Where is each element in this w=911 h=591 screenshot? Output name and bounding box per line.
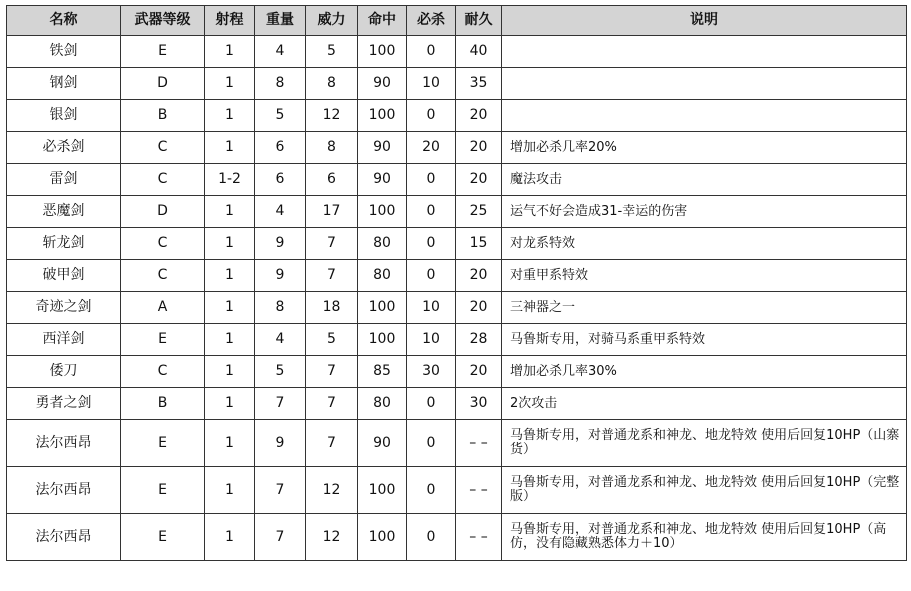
cell-weapon-rank: D [121,68,205,100]
cell-might: 17 [306,196,358,228]
cell-description [502,68,907,100]
cell-name: 西洋剑 [7,324,121,356]
header-description: 说明 [502,6,907,36]
table-row [7,196,907,228]
header-durability: 耐久 [456,6,502,36]
table-row [7,36,907,68]
cell-hit: 90 [358,68,407,100]
cell-range: 1 [205,260,255,292]
cell-name: 破甲剑 [7,260,121,292]
cell-description: 增加必杀几率20% [502,132,907,164]
cell-name: 铁剑 [7,36,121,68]
table-row [7,356,907,388]
cell-range: 1 [205,514,255,561]
cell-weapon-rank: B [121,100,205,132]
table-row [7,100,907,132]
cell-hit: 100 [358,196,407,228]
cell-description: 马鲁斯专用，对骑马系重甲系特效 [502,324,907,356]
cell-hit: 100 [358,514,407,561]
cell-name: 雷剑 [7,164,121,196]
cell-durability: – – [456,514,502,561]
cell-crit: 10 [407,68,456,100]
cell-weight: 4 [255,196,306,228]
cell-weight: 8 [255,68,306,100]
cell-might: 12 [306,514,358,561]
cell-might: 6 [306,164,358,196]
table-row [7,388,907,420]
cell-name: 倭刀 [7,356,121,388]
cell-might: 12 [306,467,358,514]
cell-crit: 0 [407,164,456,196]
cell-crit: 10 [407,324,456,356]
cell-crit: 0 [407,420,456,467]
cell-might: 7 [306,388,358,420]
cell-crit: 0 [407,260,456,292]
cell-description: 增加必杀几率30% [502,356,907,388]
cell-name: 银剑 [7,100,121,132]
cell-durability: 20 [456,132,502,164]
cell-range: 1 [205,467,255,514]
cell-might: 18 [306,292,358,324]
cell-crit: 10 [407,292,456,324]
cell-crit: 20 [407,132,456,164]
table-row [7,260,907,292]
cell-hit: 100 [358,292,407,324]
header-might: 威力 [306,6,358,36]
cell-range: 1-2 [205,164,255,196]
cell-crit: 0 [407,228,456,260]
header-range: 射程 [205,6,255,36]
cell-hit: 90 [358,420,407,467]
cell-weapon-rank: C [121,228,205,260]
cell-might: 7 [306,228,358,260]
cell-might: 8 [306,68,358,100]
cell-range: 1 [205,356,255,388]
cell-description: 马鲁斯专用，对普通龙系和神龙、地龙特效 使用后回复10HP（高仿，没有隐藏熟悉体力＋10） [502,514,907,561]
cell-might: 12 [306,100,358,132]
cell-weight: 6 [255,132,306,164]
cell-hit: 100 [358,36,407,68]
cell-hit: 85 [358,356,407,388]
table-row [7,292,907,324]
cell-crit: 0 [407,514,456,561]
cell-name: 必杀剑 [7,132,121,164]
header-hit: 命中 [358,6,407,36]
header-weight: 重量 [255,6,306,36]
table-row [7,324,907,356]
cell-range: 1 [205,36,255,68]
cell-weight: 9 [255,420,306,467]
cell-range: 1 [205,292,255,324]
cell-might: 7 [306,356,358,388]
cell-description: 马鲁斯专用，对普通龙系和神龙、地龙特效 使用后回复10HP（山寨货） [502,420,907,467]
cell-crit: 30 [407,356,456,388]
cell-durability: 20 [456,100,502,132]
cell-crit: 0 [407,388,456,420]
cell-weight: 5 [255,356,306,388]
cell-durability: 20 [456,260,502,292]
cell-weight: 9 [255,260,306,292]
cell-weapon-rank: B [121,388,205,420]
cell-range: 1 [205,196,255,228]
cell-description: 对龙系特效 [502,228,907,260]
cell-durability: 20 [456,164,502,196]
cell-durability: 35 [456,68,502,100]
cell-weight: 7 [255,467,306,514]
cell-weapon-rank: C [121,132,205,164]
cell-crit: 0 [407,196,456,228]
cell-range: 1 [205,100,255,132]
cell-weapon-rank: C [121,356,205,388]
cell-range: 1 [205,420,255,467]
cell-description: 魔法攻击 [502,164,907,196]
cell-weapon-rank: E [121,420,205,467]
cell-durability: – – [456,467,502,514]
cell-weight: 6 [255,164,306,196]
cell-name: 奇迹之剑 [7,292,121,324]
table-row [7,164,907,196]
cell-hit: 90 [358,132,407,164]
cell-description [502,36,907,68]
header-crit: 必杀 [407,6,456,36]
cell-name: 法尔西昂 [7,514,121,561]
cell-weapon-rank: C [121,164,205,196]
cell-weapon-rank: E [121,514,205,561]
cell-name: 斩龙剑 [7,228,121,260]
table-row [7,467,907,514]
cell-description: 对重甲系特效 [502,260,907,292]
cell-durability: 20 [456,292,502,324]
cell-hit: 100 [358,100,407,132]
cell-might: 8 [306,132,358,164]
cell-weight: 8 [255,292,306,324]
cell-hit: 80 [358,228,407,260]
cell-range: 1 [205,324,255,356]
table-row [7,68,907,100]
cell-crit: 0 [407,100,456,132]
cell-weight: 5 [255,100,306,132]
table-row [7,132,907,164]
cell-description [502,100,907,132]
cell-might: 7 [306,420,358,467]
cell-range: 1 [205,388,255,420]
cell-hit: 80 [358,388,407,420]
table-body [7,36,907,561]
cell-weight: 7 [255,388,306,420]
cell-crit: 0 [407,36,456,68]
cell-description: 马鲁斯专用，对普通龙系和神龙、地龙特效 使用后回复10HP（完整版） [502,467,907,514]
cell-durability: 28 [456,324,502,356]
cell-might: 5 [306,36,358,68]
cell-weapon-rank: E [121,36,205,68]
cell-durability: 30 [456,388,502,420]
cell-weight: 9 [255,228,306,260]
header-row [7,6,907,36]
cell-name: 法尔西昂 [7,467,121,514]
cell-weapon-rank: D [121,196,205,228]
table-row [7,420,907,467]
weapon-table [6,5,907,561]
table-row [7,228,907,260]
cell-hit: 100 [358,324,407,356]
cell-durability: 20 [456,356,502,388]
header-weapon-rank: 武器等级 [121,6,205,36]
cell-name: 法尔西昂 [7,420,121,467]
cell-description: 三神器之一 [502,292,907,324]
cell-hit: 90 [358,164,407,196]
cell-weapon-rank: E [121,324,205,356]
cell-description: 2次攻击 [502,388,907,420]
cell-weapon-rank: C [121,260,205,292]
cell-name: 恶魔剑 [7,196,121,228]
cell-weight: 7 [255,514,306,561]
cell-range: 1 [205,68,255,100]
cell-range: 1 [205,228,255,260]
cell-might: 5 [306,324,358,356]
header-name: 名称 [7,6,121,36]
cell-durability: 25 [456,196,502,228]
cell-weapon-rank: A [121,292,205,324]
cell-weight: 4 [255,36,306,68]
cell-name: 勇者之剑 [7,388,121,420]
cell-durability: 40 [456,36,502,68]
cell-weight: 4 [255,324,306,356]
cell-durability: 15 [456,228,502,260]
cell-range: 1 [205,132,255,164]
cell-hit: 100 [358,467,407,514]
cell-name: 钢剑 [7,68,121,100]
cell-weapon-rank: E [121,467,205,514]
table-row [7,514,907,561]
cell-crit: 0 [407,467,456,514]
cell-hit: 80 [358,260,407,292]
cell-might: 7 [306,260,358,292]
cell-description: 运气不好会造成31-幸运的伤害 [502,196,907,228]
cell-durability: – – [456,420,502,467]
